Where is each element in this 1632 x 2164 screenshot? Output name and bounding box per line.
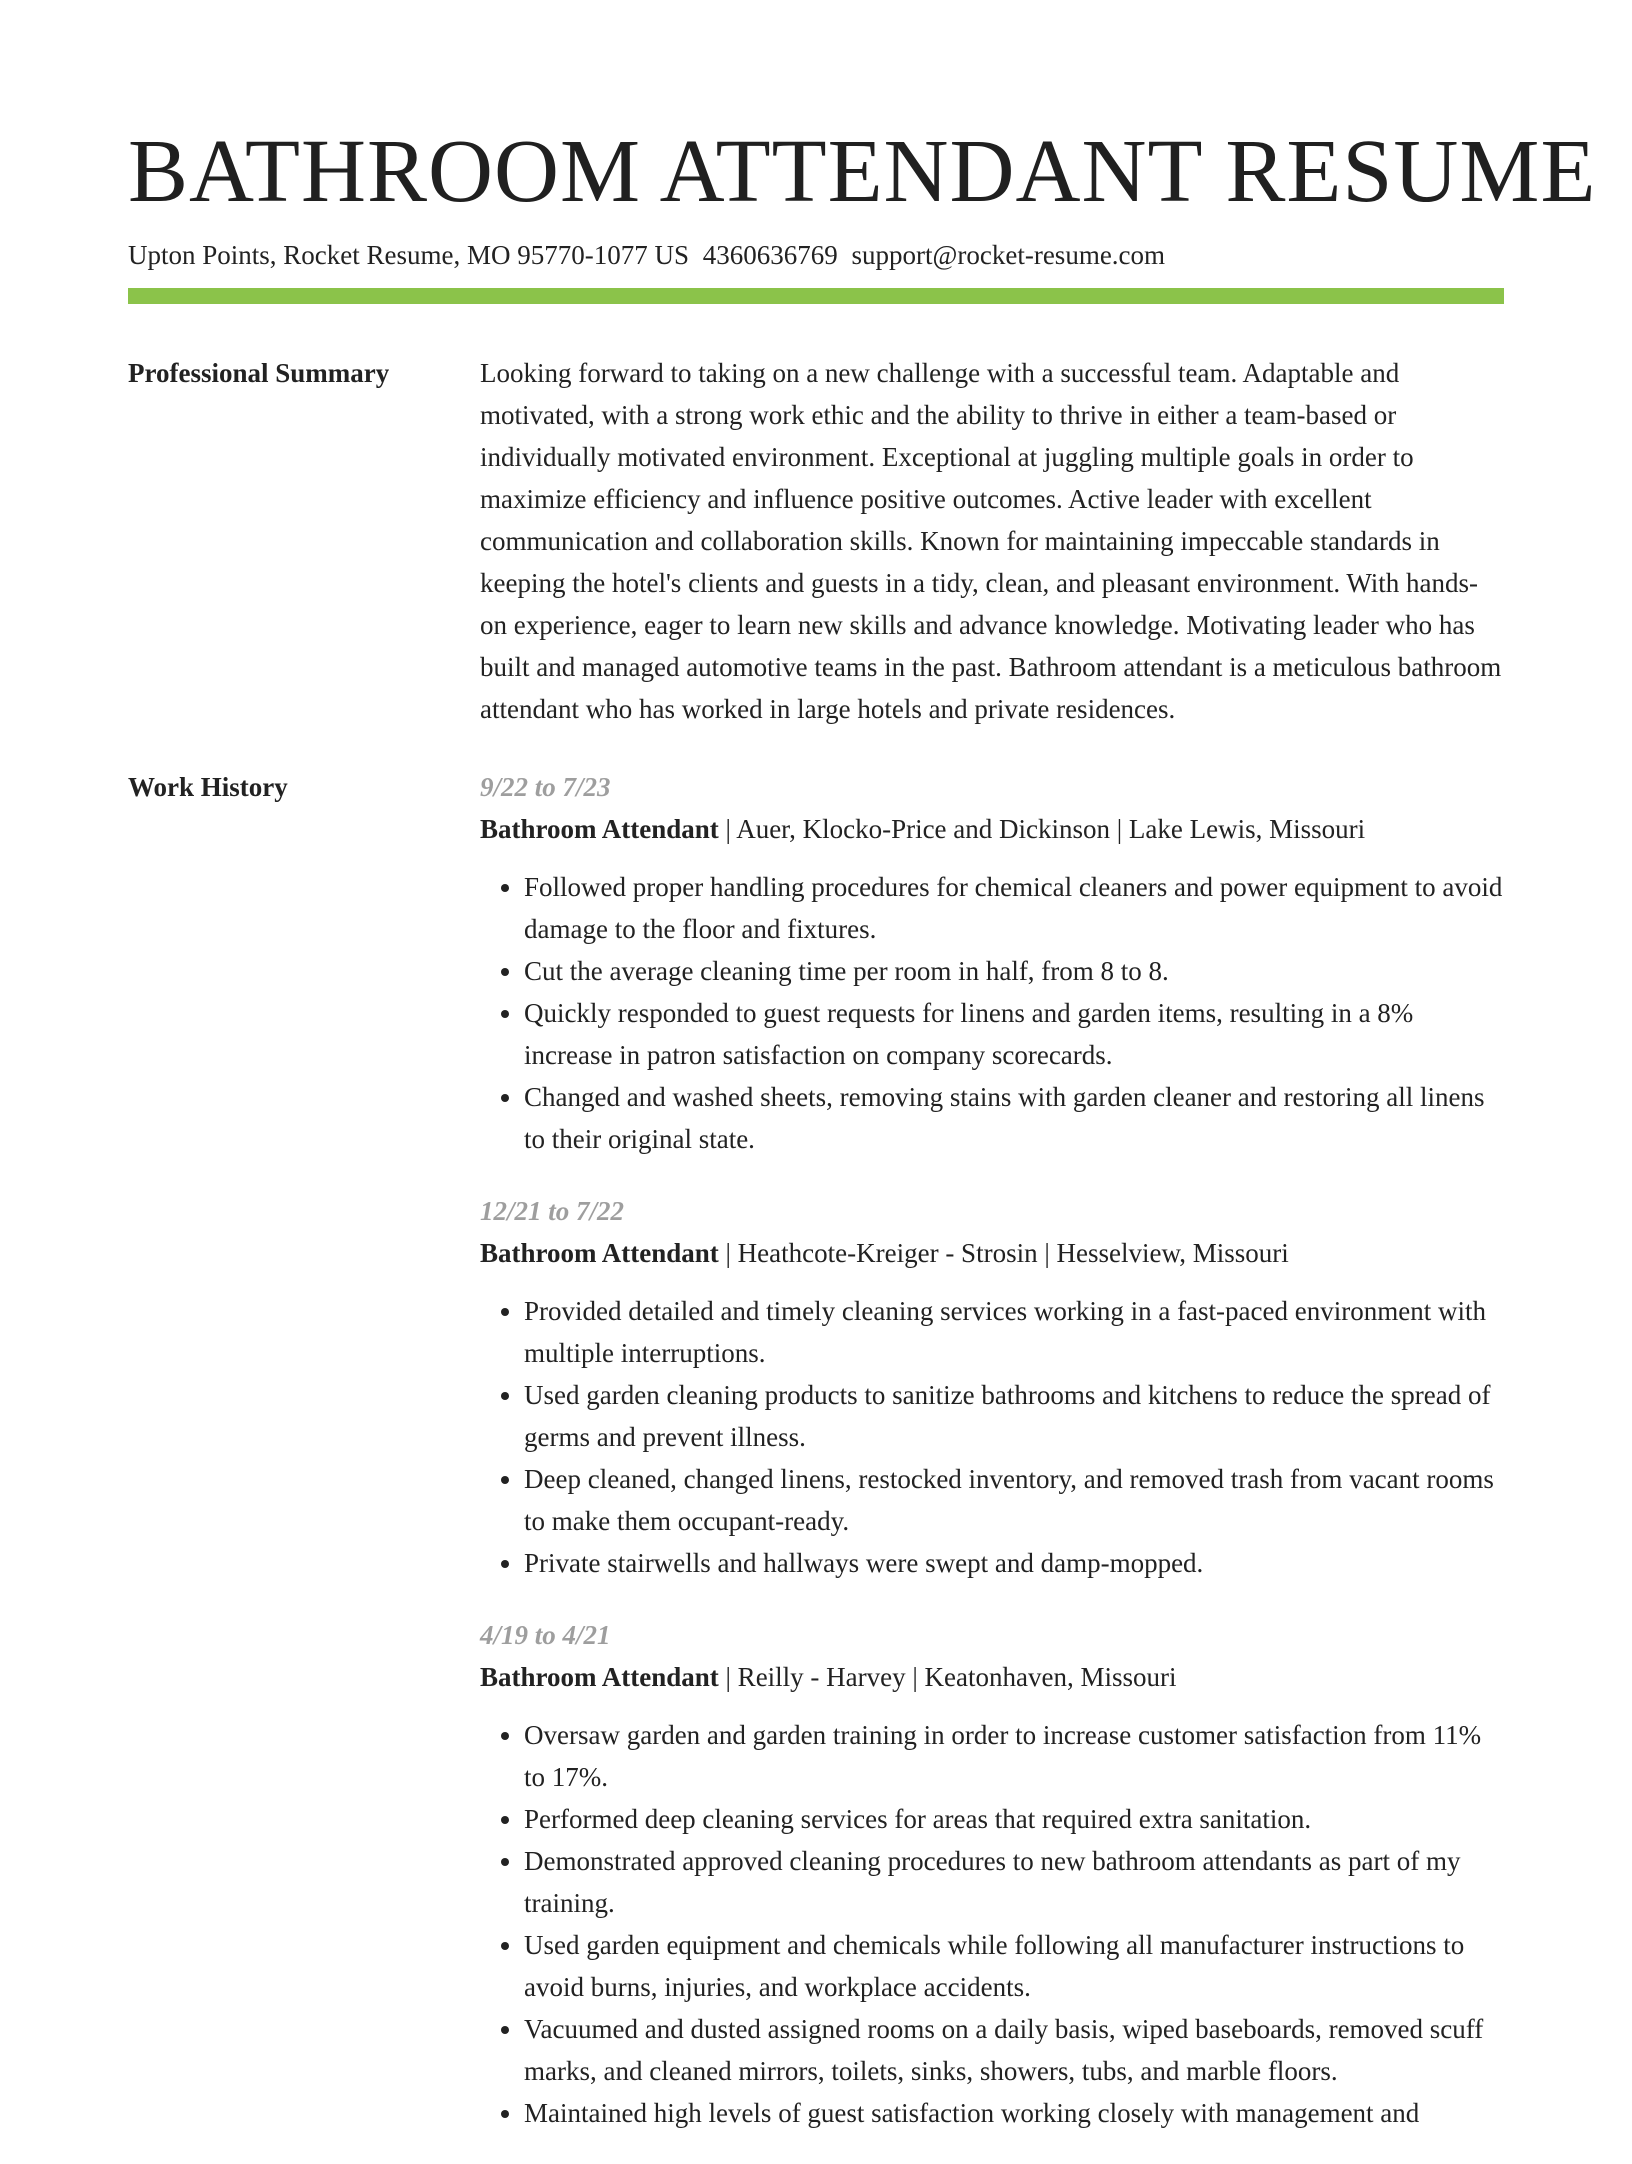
work-history-label: Work History <box>128 772 288 802</box>
job-bullet: • Quickly responded to guest requests for linens and garden items, resulting in a 8% increase in patron satisfaction on company scorecards. <box>524 992 1504 1076</box>
contact-line <box>128 236 1504 274</box>
job-details: | Heathcote-Kreiger - Strosin | Hesselview, Missouri <box>718 1238 1289 1268</box>
contact-email: support@rocket-resume.com <box>851 240 1166 270</box>
job-bullet: • Performed deep cleaning services for areas that required extra sanitation. <box>524 1798 1504 1840</box>
job-bullet: • Maintained high levels of guest satisfaction working closely with management and <box>524 2092 1504 2134</box>
job-bullet: • Used garden equipment and chemicals while following all manufacturer instructions to avoid burns, injuries, and workplace accidents. <box>524 1924 1504 2008</box>
job-details: | Reilly - Harvey | Keatonhaven, Missouri <box>718 1662 1177 1692</box>
job-heading <box>480 1656 1504 1698</box>
job-bullet: • Vacuumed and dusted assigned rooms on a daily basis, wiped baseboards, removed scuff marks, and cleaned mirrors, toilets, sinks, showers, tubs, and marble floors. <box>524 2008 1504 2092</box>
job-bullet: • Deep cleaned, changed linens, restocked inventory, and removed trash from vacant rooms to make them occupant-ready. <box>524 1458 1504 1542</box>
job-dates: 12/21 to 7/22 <box>480 1196 625 1226</box>
job-entry <box>480 1190 1504 1584</box>
job-bullet: • Private stairwells and hallways were swept and damp-mopped. <box>524 1542 1504 1584</box>
resume-title: BATHROOM ATTENDANT RESUME <box>128 122 1597 221</box>
job-bullets <box>480 1714 1504 2134</box>
summary-label: Professional Summary <box>128 358 390 388</box>
job-title: Bathroom Attendant <box>480 1662 719 1692</box>
job-bullet: • Changed and washed sheets, removing stains with garden cleaner and restoring all linens to their original state. <box>524 1076 1504 1160</box>
job-details: | Auer, Klocko-Price and Dickinson | Lake Lewis, Missouri <box>718 814 1366 844</box>
job-dates: 4/19 to 4/21 <box>480 1620 611 1650</box>
job-bullet: • Oversaw garden and garden training in order to increase customer satisfaction from 11% to 17%. <box>524 1714 1504 1798</box>
job-dates: 9/22 to 7/23 <box>480 772 611 802</box>
job-title: Bathroom Attendant <box>480 814 719 844</box>
job-entry <box>480 1614 1504 2134</box>
job-bullet: • Provided detailed and timely cleaning services working in a fast-paced environment with multiple interruptions. <box>524 1290 1504 1374</box>
job-bullet: • Cut the average cleaning time per room in half, from 8 to 8. <box>524 950 1504 992</box>
job-list <box>480 766 1504 2164</box>
job-bullet: • Demonstrated approved cleaning procedures to new bathroom attendants as part of my training. <box>524 1840 1504 1924</box>
job-entry <box>480 766 1504 1160</box>
job-bullet: • Followed proper handling procedures for chemical cleaners and power equipment to avoid damage to the floor and fixtures. <box>524 866 1504 950</box>
job-bullet: • Used garden cleaning products to sanitize bathrooms and kitchens to reduce the spread of germs and prevent illness. <box>524 1374 1504 1458</box>
work-history-section <box>128 766 1504 2164</box>
resume-page <box>128 118 1597 2164</box>
job-heading <box>480 808 1504 850</box>
contact-phone: 4360636769 <box>702 240 838 270</box>
contact-address: Upton Points, Rocket Resume, MO 95770-1077 US <box>128 240 690 270</box>
job-bullets <box>480 866 1504 1160</box>
summary-section <box>128 352 1504 730</box>
header-divider <box>128 288 1504 304</box>
summary-text: Looking forward to taking on a new challenge with a successful team. Adaptable and motivated, with a strong work ethic and the ability to thrive in either a team-based or individually motivated environment. Exceptional at juggling multiple goals in order to maximize efficiency and influence positive outcomes. Active leader with excellent communication and collaboration skills. Known for maintaining impeccable standards in keeping the hotel's clients and guests in a tidy, clean, and pleasant environment. With hands-on experience, eager to learn new skills and advance knowledge. Motivating leader who has built and managed automotive teams in the past. Bathroom attendant is a meticulous bathroom attendant who has worked in large hotels and private residences. <box>480 358 1502 724</box>
job-heading <box>480 1232 1504 1274</box>
job-bullets <box>480 1290 1504 1584</box>
job-title: Bathroom Attendant <box>480 1238 719 1268</box>
